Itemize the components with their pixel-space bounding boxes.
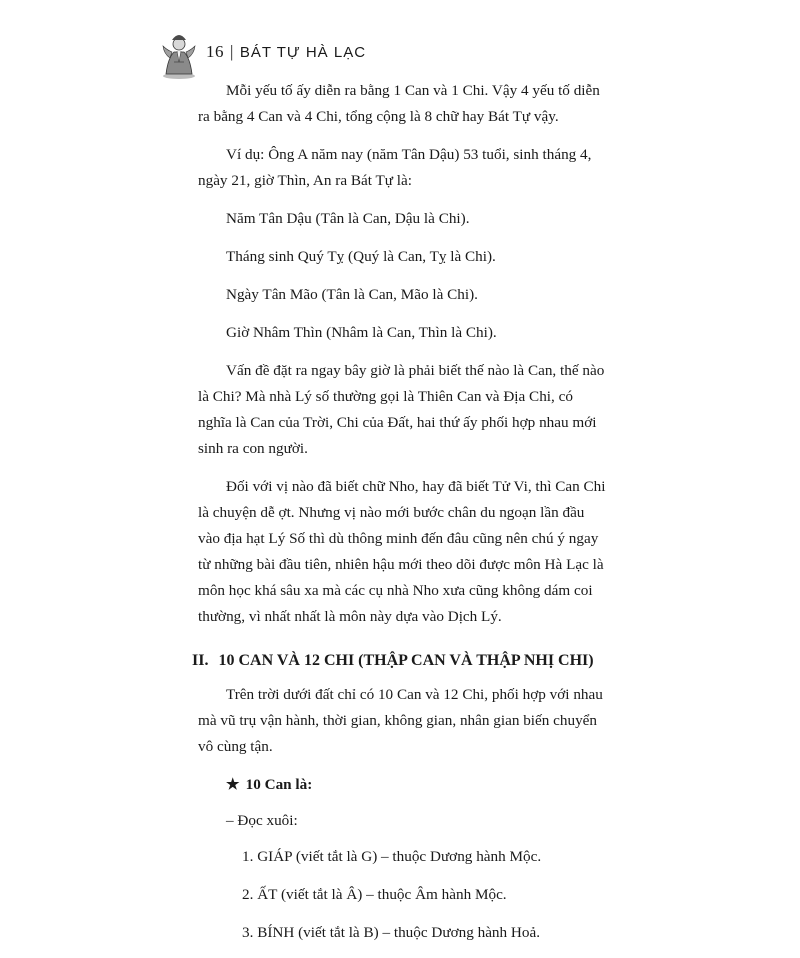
can-list-item: 1. GIÁP (viết tắt là G) – thuộc Dương hành Mộc. (242, 848, 542, 865)
paragraph: Ví dụ: Ông A năm nay (năm Tân Dậu) 53 tuổi, sinh tháng 4, ngày 21, giờ Thìn, An ra Bát Tự là: (198, 146, 592, 189)
section-heading (192, 648, 610, 674)
scholar-figure-logo (160, 28, 198, 80)
header-separator: | (230, 42, 234, 61)
paragraph: Đối với vị nào đã biết chữ Nho, hay đã biết Tử Vi, thì Can Chi là chuyện dễ ợt. Nhưng vị nào mới bước chân du ngoạn lần đầu vào địa hạt Lý Số thì dù thông minh đến đâu cũng nên chú ý ngay từ những bài đầu tiên, nhiên hậu mới theo dõi được môn Hà Lạc là môn học khá sâu xa mà các cụ nhà Nho xưa cũng không dám coi thường, vì nhất nhất là môn này dựa vào Dịch Lý. (198, 478, 606, 625)
section-paragraph: Trên trời dưới đất chỉ có 10 Can và 12 Chi, phối hợp với nhau mà vũ trụ vận hành, thời gian, không gian, nhân gian biến chuyển vô cùng tận. (198, 686, 603, 755)
page-number: 16 (206, 42, 224, 61)
can-list-item: 3. BÍNH (viết tắt là B) – thuộc Dương hành Hoả. (242, 924, 541, 941)
subheading (226, 772, 610, 798)
star-icon: ★ (226, 776, 240, 793)
paragraph: Mỗi yếu tố ấy diễn ra bằng 1 Can và 1 Chi. Vậy 4 yếu tố diễn ra bằng 4 Can và 4 Chi, tổng cộng là 8 chữ hay Bát Tự vậy. (198, 82, 600, 125)
order-label: – Đọc xuôi: (226, 812, 298, 829)
book-title: BÁT TỰ HÀ LẠC (239, 44, 367, 61)
page-body (192, 78, 610, 958)
section-number: II. (192, 652, 209, 669)
can-list-item: 2. ẤT (viết tắt là Â) – thuộc Âm hành Mộc. (242, 886, 507, 903)
example-item: Năm Tân Dậu (Tân là Can, Dậu là Chi). (226, 210, 470, 227)
example-item: Ngày Tân Mão (Tân là Can, Mão là Chi). (226, 286, 478, 303)
paragraph: Vấn đề đặt ra ngay bây giờ là phải biết thế nào là Can, thế nào là Chi? Mà nhà Lý số thường gọi là Thiên Can và Địa Chi, có nghĩa là Can của Trời, Chi của Đất, hai thứ ấy phối hợp nhau mới sinh ra con người. (198, 362, 605, 457)
section-title: 10 CAN VÀ 12 CHI (THẬP CAN VÀ THẬP NHỊ CHI) (218, 652, 594, 669)
example-item: Tháng sinh Quý Tỵ (Quý là Can, Tỵ là Chi). (226, 248, 496, 265)
running-header (160, 28, 580, 80)
example-item: Giờ Nhâm Thìn (Nhâm là Can, Thìn là Chi). (226, 324, 497, 341)
running-head-text (206, 42, 366, 62)
subheading-text: 10 Can là: (245, 776, 313, 793)
